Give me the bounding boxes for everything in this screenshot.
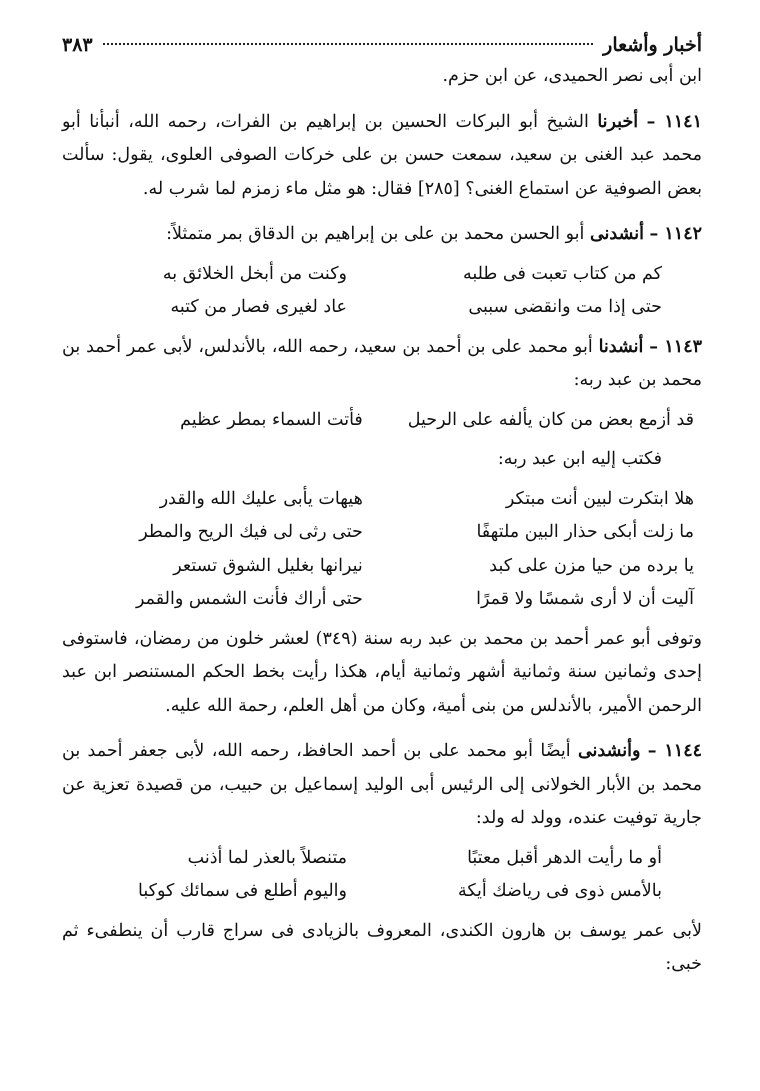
- verse-second-hemistich: هيهات يأبى عليك الله والقدر: [159, 488, 363, 509]
- running-header: [62, 34, 702, 60]
- paragraph-death-note: وتوفى أبو عمر أحمد بن محمد بن عبد ربه سنة (٣٤٩) لعشر خلون من رمضان، فاستوفى إحدى وثمانين سنة وثمانية أشهر وثمانية أيام، هكذا رأيت بخط الحكم المستنصر ابن عبد الرحمن الأمير، بالأندلس من بنى أمية، وكان من أهل العلم، رحمة الله عليه.: [62, 628, 702, 716]
- verse-line: [62, 842, 702, 876]
- entry-lead-word: أنشدنى: [589, 224, 644, 244]
- verse-second-hemistich: حتى رثى لى فيك الريح والمطر: [139, 522, 363, 542]
- verse-first-hemistich: قد أزمع بعض من كان يألفه على الرحيل: [407, 409, 694, 430]
- entry-number: ١١٤٢ –: [649, 224, 702, 244]
- header-title: أخبار وأشعار: [603, 34, 702, 56]
- poem-3: [62, 483, 702, 617]
- poem-1: [62, 258, 702, 325]
- entry-1144: [62, 735, 702, 836]
- verse-second-hemistich: حتى أراك فأنت الشمس والقمر: [136, 589, 363, 609]
- verse-first-hemistich: يا برده من حيا مزن على كبد: [489, 555, 694, 576]
- entry-text: الشيخ أبو البركات الحسين بن إبراهيم بن الفرات، رحمه الله، أنبأنا أبو محمد عبد الغنى بن سعيد، سمعت حسن بن على خركات الصوفى العلوى، يقول: سألت بعض الصوفية عن استماع الغنى؟ [٢٨٥] فقال: هو مثل ماء زمزم لما شرب له.: [62, 111, 702, 199]
- entry-text: أيضًا أبو محمد على بن أحمد الحافظ، رحمه الله، لأبى جعفر أحمد بن محمد بن الأبار الخولانى إلى الرئيس أبى الوليد إسماعيل بن حبيب، من قصيدة تعزية عن جارية توفيت عنده، وولد له ولد:: [62, 741, 702, 828]
- verse-second-hemistich: واليوم أطلع فى سمائك كوكبا: [138, 881, 347, 901]
- verse-first-hemistich: حتى إذا مت وانقضى سببى: [468, 297, 662, 317]
- reply-line: فكتب إليه ابن عبد ربه:: [497, 449, 662, 469]
- entry-1141: [62, 106, 702, 207]
- entry-number: ١١٤٤ –: [647, 741, 702, 761]
- entry-lead-word: وأنشدنى: [577, 741, 641, 761]
- entry-lead-word: أنشدنا: [598, 336, 644, 357]
- verse-second-hemistich: وكنت من أبخل الخلائق به: [162, 263, 347, 284]
- verse-line: [62, 550, 702, 584]
- verse-second-hemistich: متنصلاً بالعذر لما أذنب: [187, 847, 347, 868]
- verse-line: [62, 483, 702, 517]
- verse-line: [62, 291, 702, 325]
- verse-line: [62, 875, 702, 909]
- verse-first-hemistich: كم من كتاب تعبت فى طلبه: [462, 263, 662, 284]
- entry-text: أبو الحسن محمد بن على بن إبراهيم بن الدقاق بمر متمثلاً:: [166, 224, 585, 244]
- entry-1143: [62, 331, 702, 398]
- verse-line: [62, 404, 702, 438]
- paragraph-final: لأبى عمر يوسف بن هارون الكندى، المعروف بالزيادى فى سراج قارب أن ينطفىء ثم خبى:: [62, 920, 702, 974]
- entry-1142: [62, 218, 702, 252]
- entry-lead-word: أخبرنا: [597, 111, 639, 132]
- entry-text: أبو محمد على بن أحمد بن سعيد، رحمه الله، بالأندلس، لأبى عمر أحمد بن محمد بن عبد ربه:: [62, 336, 702, 390]
- entry-number: ١١٤٣ –: [649, 336, 702, 357]
- verse-line: [62, 258, 702, 292]
- verse-second-hemistich: فأتت السماء بمطر عظيم: [180, 409, 363, 430]
- verse-line: [62, 516, 702, 550]
- paragraph-continuation: ابن أبى نصر الحميدى، عن ابن حزم.: [442, 66, 702, 86]
- verse-second-hemistich: عاد لغيرى فصار من كتبه: [170, 297, 347, 317]
- verse-first-hemistich: ما زلت أبكى حذار البين ملتهفًا: [476, 522, 694, 542]
- verse-first-hemistich: أو ما رأيت الدهر أقبل معتبًا: [467, 847, 662, 868]
- entry-number: ١١٤١ –: [646, 111, 702, 132]
- header-dot-leader: [103, 43, 594, 45]
- verse-second-hemistich: نيرانها بغليل الشوق تستعر: [173, 555, 363, 576]
- verse-first-hemistich: هلا ابتكرت لبين أنت مبتكر: [505, 488, 694, 509]
- page-number: ٣٨٣: [62, 34, 93, 56]
- poem-2: [62, 404, 702, 438]
- verse-first-hemistich: بالأمس ذوى فى رياضك أيكة: [457, 881, 662, 901]
- poem-4: [62, 842, 702, 909]
- verse-first-hemistich: آليت أن لا أرى شمسًا ولا قمرًا: [476, 589, 694, 609]
- verse-line: [62, 583, 702, 617]
